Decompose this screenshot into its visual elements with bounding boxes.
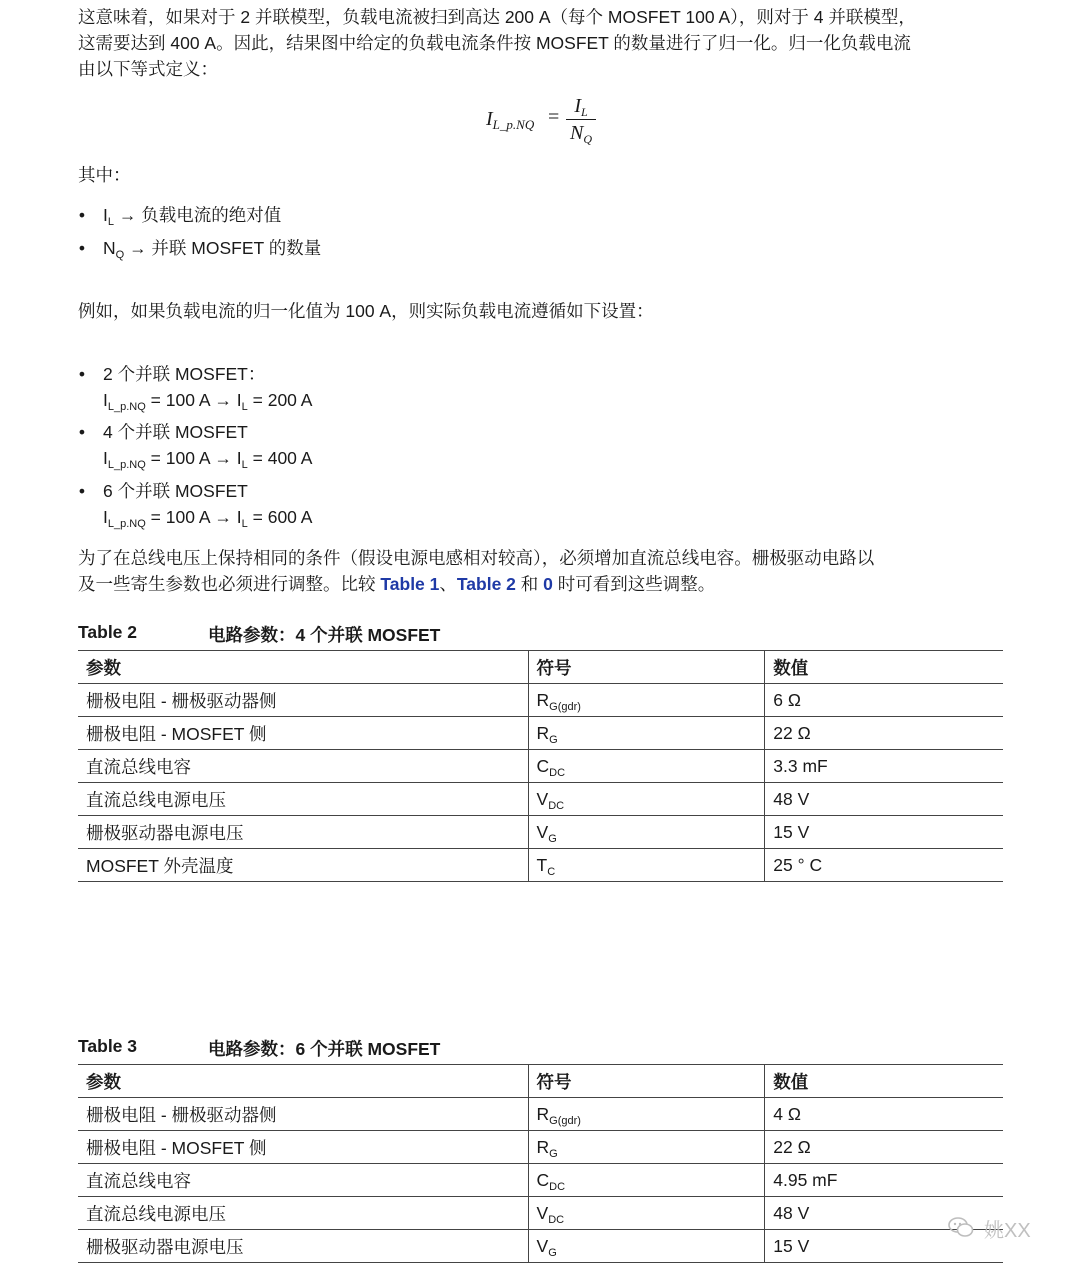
table-3 [78, 1064, 1003, 1263]
conclusion-paragraph: 为了在总线电压上保持相同的条件（假设电源电感相对较高），必须增加直流总线电容。栅极驱动电路以 及一些寄生参数也必须进行调整。比较 Table 1、Table 2 和 0 时可看到这些调整。 [78, 548, 875, 594]
table-2-link[interactable]: Table 2 [456, 574, 516, 594]
table-header-row: 参数 符号 数值 [78, 1065, 1003, 1098]
table-2-label: Table 2 [78, 622, 138, 642]
watermark-text: 姚XX [984, 1220, 1031, 1242]
table-row: 栅极电阻 - MOSFET 侧 $R_G$ 22 Ω [78, 717, 1003, 750]
bullet-icon: • [78, 238, 86, 258]
formula-fraction [566, 94, 596, 145]
table-row: 直流总线电源电压 $V_{DC}$ 48 V [78, 783, 1003, 816]
normalized-current-formula [486, 94, 606, 150]
intro-line-3: 由以下等式定义： [78, 59, 218, 79]
watermark [948, 1212, 1048, 1246]
table-row: 栅极驱动器电源电压 $V_G$ 15 V [78, 1230, 1003, 1263]
bullet-icon: • [78, 205, 86, 225]
table-row: 直流总线电源电压 $V_{DC}$ 48 V [78, 1197, 1003, 1230]
formula-numerator: $I_L$ [574, 95, 588, 119]
table-3-label: Table 3 [78, 1036, 138, 1056]
table-row: 栅极电阻 - 栅极驱动器侧 $R_{G(gdr)}$ 4 Ω [78, 1098, 1003, 1131]
intro-line-1: 这意味着，如果对于 2 并联模型，负载电流被扫到高达 200 A（每个 MOSFET 100 A），则对于 4 并联模型， [78, 7, 916, 27]
formula-lhs: $I_{L\_p.NQ}$ [486, 108, 535, 132]
formula-denominator: $N_Q$ [569, 122, 592, 146]
where-label: 其中： [78, 165, 131, 185]
table-row: 直流总线电容 $C_{DC}$ 3.3 mF [78, 750, 1003, 783]
document-page: 这意味着，如果对于 2 并联模型，负载电流被扫到高达 200 A（每个 MOSFET 100 A），则对于 4 并联模型， 这需要达到 400 A。因此，结果图中给定的负载电流条件按 MOSFET 的数量进行了归一化。归一化负载电流 由以下等式定义： $I_{L\_p.NQ}$ = $I_L$ $N_Q$ 其中： • $I_L$ → 负载电流的绝对值 • $N_Q$ → 并联 MOSFET 的数量 例如，如果负载电流的归一化值为 100 A，则实际负载电流遵循如下设置： • 2 个并联 MOSFET： $I_{L\_p.NQ} = 100$ $A \to I_L = 200$ A • 4 个并联 MOSFET $I_{L\_p.NQ} = 100$ $A \to I_L = 400$ A • 6 个并联 MOSFET $I_{L\_p.NQ} = 100$ $A \to I_L = 600$ A 为了在总线电压上保持相同的条件（假设电源电感相对较高），必须增加直流总线电容。栅极驱动电路以 及一些寄生参数也必须进行调整。比较 Table 1、Table 2 和 0 时可看到这些调整。 Table 2 电路参数：4 个并联 MOSFET 参数 符号 数值 栅极电阻 - 栅极驱动器侧 $R_{G(gdr)}$ 6 Ω 栅极电阻 - MOSFET 侧 $R_G$ 22 Ω 直流总线电容 $C_{DC}$ 3.3 mF 直流总线电源电压 $V_{DC}$ 48 V 栅极驱动器电源电压 $V_G$ 15 V MOSFET 外壳温度 $T_C$ 25 ° C Table 3 电路参数：6 个并联 MOSFET 参数 符号 数值 栅极电阻 - 栅极驱动器侧 $R_{G(gdr)}$ 4 Ω 栅极电阻 - MOSFET 侧 $R_G$ 22 Ω 直流总线电容 $C_{DC}$ 4.95 mF 直流总线电源电压 $V_{DC}$ 48 V 栅极驱动器电源电压 $V_G$ 15 V 姚XX [0, 0, 1080, 1277]
bullet-icon: • [78, 422, 86, 442]
fraction-bar [566, 119, 596, 120]
table-row: 栅极电阻 - MOSFET 侧 $R_G$ 22 Ω [78, 1131, 1003, 1164]
table-row: 栅极驱动器电源电压 $V_G$ 15 V [78, 816, 1003, 849]
bullet-icon: • [78, 481, 86, 501]
table-3-link[interactable]: 0 [543, 574, 553, 594]
table-2-title: 电路参数：4 个并联 MOSFET [208, 625, 441, 645]
table-row: 栅极电阻 - 栅极驱动器侧 $R_{G(gdr)}$ 6 Ω [78, 684, 1003, 717]
table-row: MOSFET 外壳温度 $T_C$ 25 ° C [78, 849, 1003, 882]
intro-paragraph [78, 4, 1008, 82]
formula-equals: = [548, 106, 560, 128]
wechat-icon [948, 1216, 974, 1238]
table-3-title: 电路参数：6 个并联 MOSFET [208, 1039, 441, 1059]
intro-line-2: 这需要达到 400 A。因此，结果图中给定的负载电流条件按 MOSFET 的数量进行了归一化。归一化负载电流 [78, 33, 911, 53]
bullet-icon: • [78, 364, 86, 384]
table-row: 直流总线电容 $C_{DC}$ 4.95 mF [78, 1164, 1003, 1197]
table-2 [78, 650, 1003, 882]
table-1-link[interactable]: Table 1 [380, 574, 440, 594]
table-header-row: 参数 符号 数值 [78, 651, 1003, 684]
example-paragraph: 例如，如果负载电流的归一化值为 100 A，则实际负载电流遵循如下设置： [78, 301, 654, 321]
